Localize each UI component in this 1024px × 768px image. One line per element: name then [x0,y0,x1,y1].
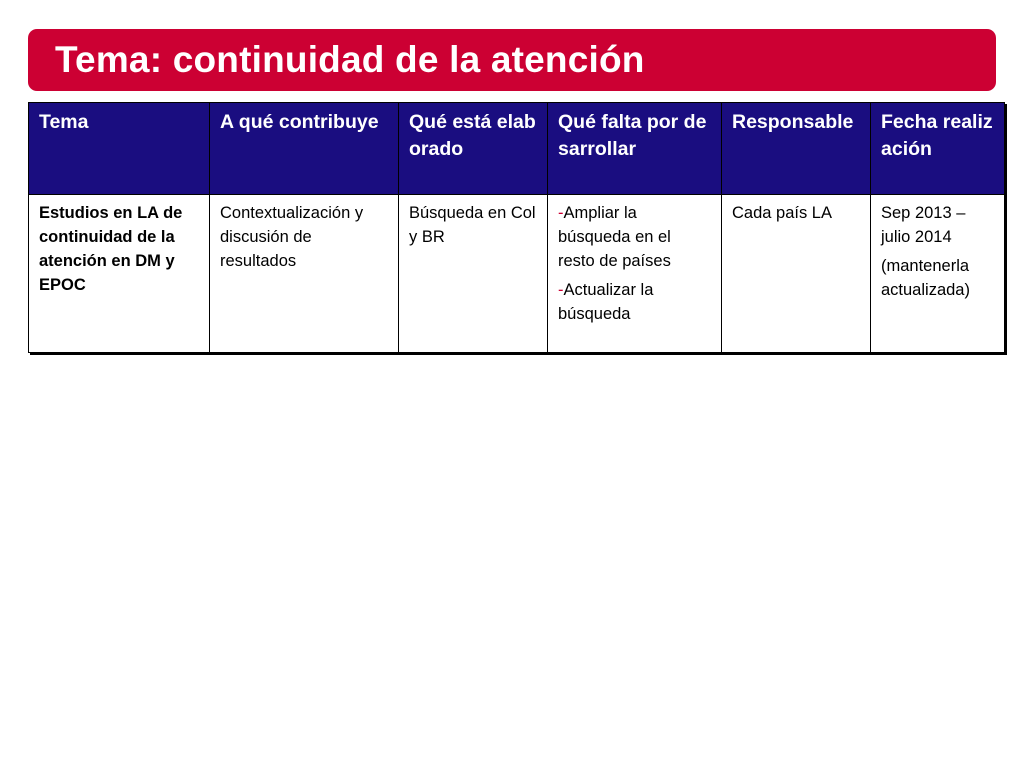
cell-responsable: Cada país LA [722,195,871,353]
slide-title: Tema: continuidad de la atención [55,39,645,80]
header-a-que-contribuye: A qué contribuye [210,103,399,195]
cell-falta [548,195,722,353]
planning-table [28,102,1005,353]
header-responsable: Responsable [722,103,871,195]
falta-text: Actualizar la búsqueda [558,281,654,323]
cell-elaborado: Búsqueda en Col y BR [399,195,548,353]
falta-dash: - [558,281,564,299]
fecha-note: (mantenerla actualizada) [881,257,970,299]
header-que-falta-por-desarrollar: Qué falta por desarrollar [548,103,722,195]
table-row [29,195,1005,353]
falta-dash: - [558,204,564,222]
falta-item [558,201,711,273]
falta-item [558,278,711,326]
table-header-row [29,103,1005,195]
slide-title-bar [28,29,996,91]
header-tema: Tema [29,103,210,195]
fecha-range: Sep 2013 – julio 2014 [881,204,966,246]
falta-text: Ampliar la búsqueda en el resto de países [558,204,671,270]
cell-fecha [871,195,1005,353]
cell-tema: Estudios en LA de continuidad de la atención en DM y EPOC [29,195,210,353]
header-fecha-realizacion: Fecha realización [871,103,1005,195]
cell-contribuye: Contextualización y discusión de resultados [210,195,399,353]
header-que-esta-elaborado: Qué está elaborado [399,103,548,195]
